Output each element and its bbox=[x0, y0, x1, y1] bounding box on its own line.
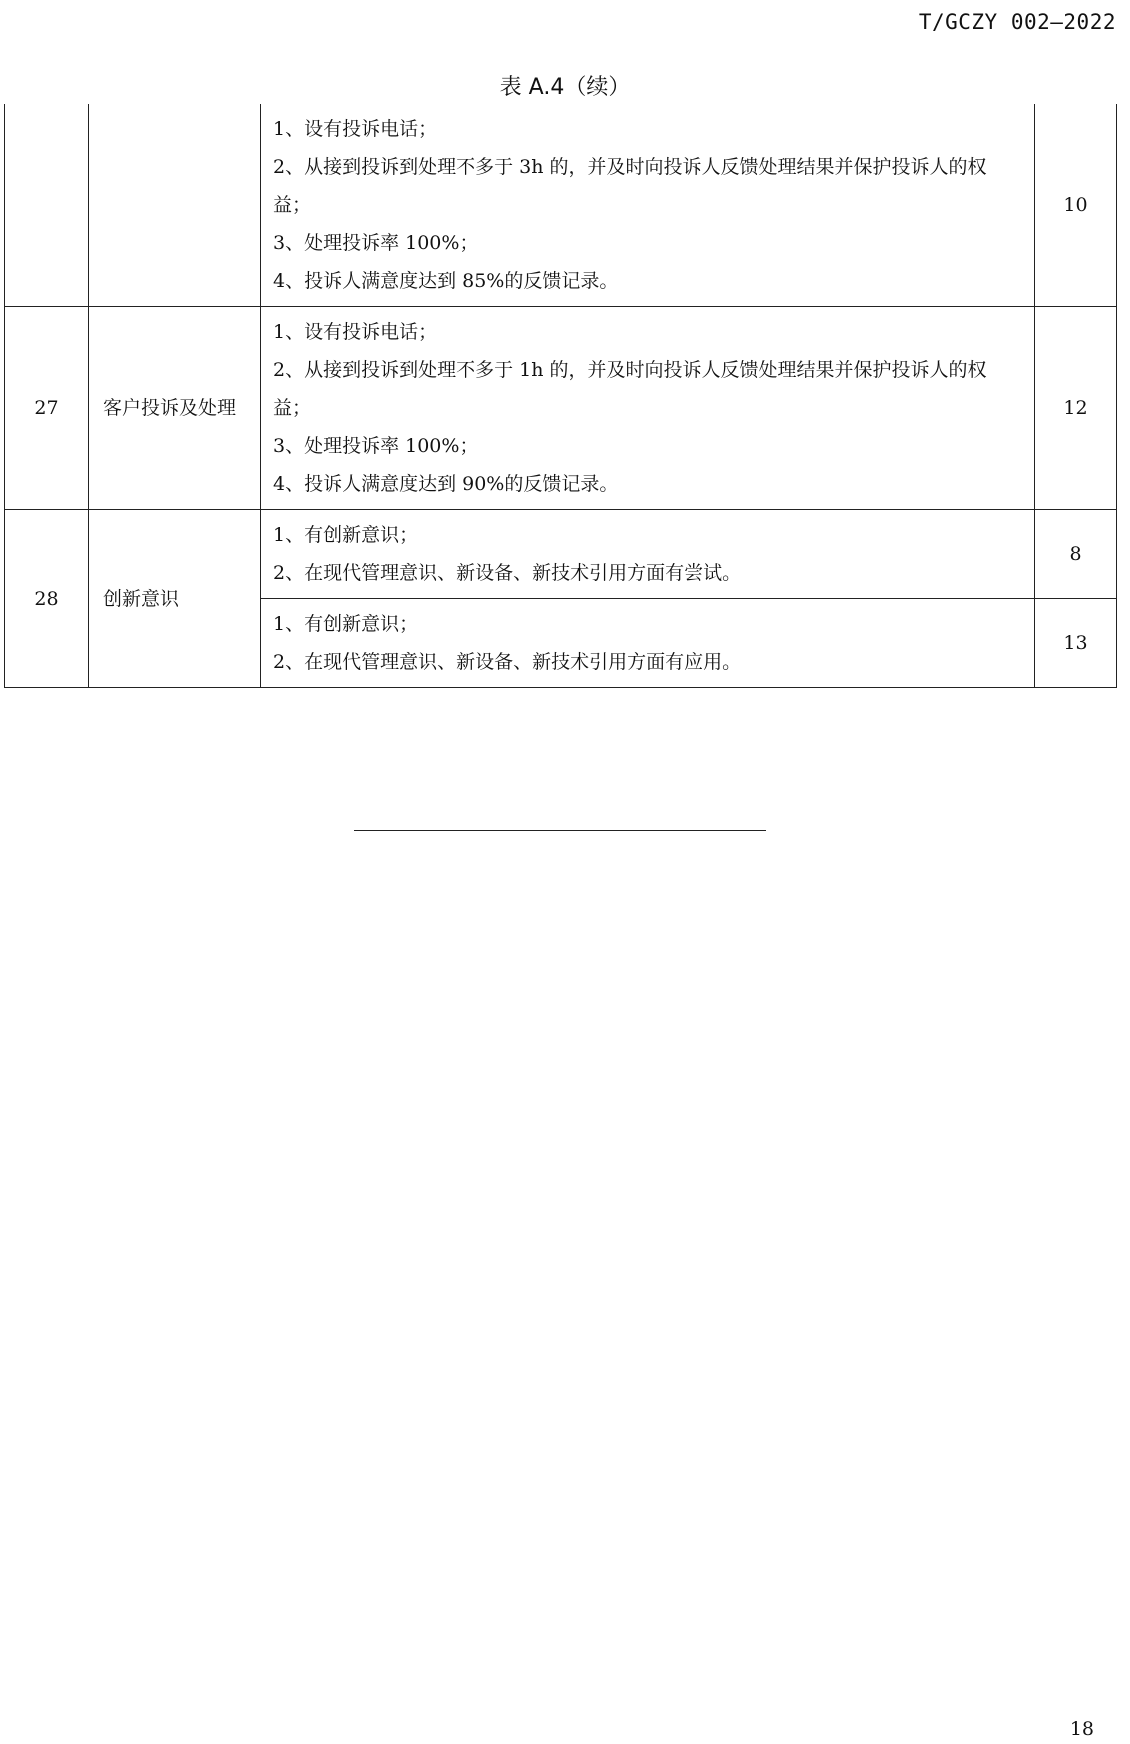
requirement-line: 1、有创新意识； bbox=[273, 613, 419, 635]
row-requirements bbox=[261, 104, 1035, 307]
requirement-line: 1、设有投诉电话； bbox=[273, 321, 438, 343]
row-number bbox=[5, 104, 89, 307]
table-row bbox=[5, 104, 1117, 307]
requirement-line: 1、设有投诉电话； bbox=[273, 118, 438, 140]
requirement-line: 3、处理投诉率 100%； bbox=[273, 435, 479, 457]
row-score: 8 bbox=[1035, 510, 1117, 599]
row-requirements bbox=[261, 510, 1035, 599]
end-rule bbox=[354, 830, 766, 831]
requirement-line: 2、从接到投诉到处理不多于 1h 的，并及时向投诉人反馈处理结果并保护投诉人的权益； bbox=[273, 359, 987, 419]
row-item: 创新意识 bbox=[89, 510, 261, 688]
requirement-line: 4、投诉人满意度达到 85%的反馈记录。 bbox=[273, 270, 619, 292]
row-number: 27 bbox=[5, 307, 89, 510]
row-score: 13 bbox=[1035, 599, 1117, 688]
requirement-line: 3、处理投诉率 100%； bbox=[273, 232, 479, 254]
row-item bbox=[89, 104, 261, 307]
row-item: 客户投诉及处理 bbox=[89, 307, 261, 510]
page-number: 18 bbox=[1069, 1718, 1094, 1740]
requirement-line: 1、有创新意识； bbox=[273, 524, 419, 546]
row-requirements bbox=[261, 307, 1035, 510]
row-score: 10 bbox=[1035, 104, 1117, 307]
row-score: 12 bbox=[1035, 307, 1117, 510]
requirement-line: 2、在现代管理意识、新设备、新技术引用方面有尝试。 bbox=[273, 562, 742, 584]
row-requirements bbox=[261, 599, 1035, 688]
requirement-line: 4、投诉人满意度达到 90%的反馈记录。 bbox=[273, 473, 619, 495]
table-title: 表 A.4（续） bbox=[499, 75, 631, 100]
table-row bbox=[5, 307, 1117, 510]
document-code: T/GCZY 002—2022 bbox=[918, 10, 1116, 34]
table-row bbox=[5, 510, 1117, 599]
scoring-table bbox=[4, 104, 1117, 688]
requirement-line: 2、在现代管理意识、新设备、新技术引用方面有应用。 bbox=[273, 651, 742, 673]
row-number: 28 bbox=[5, 510, 89, 688]
requirement-line: 2、从接到投诉到处理不多于 3h 的，并及时向投诉人反馈处理结果并保护投诉人的权益； bbox=[273, 156, 987, 216]
